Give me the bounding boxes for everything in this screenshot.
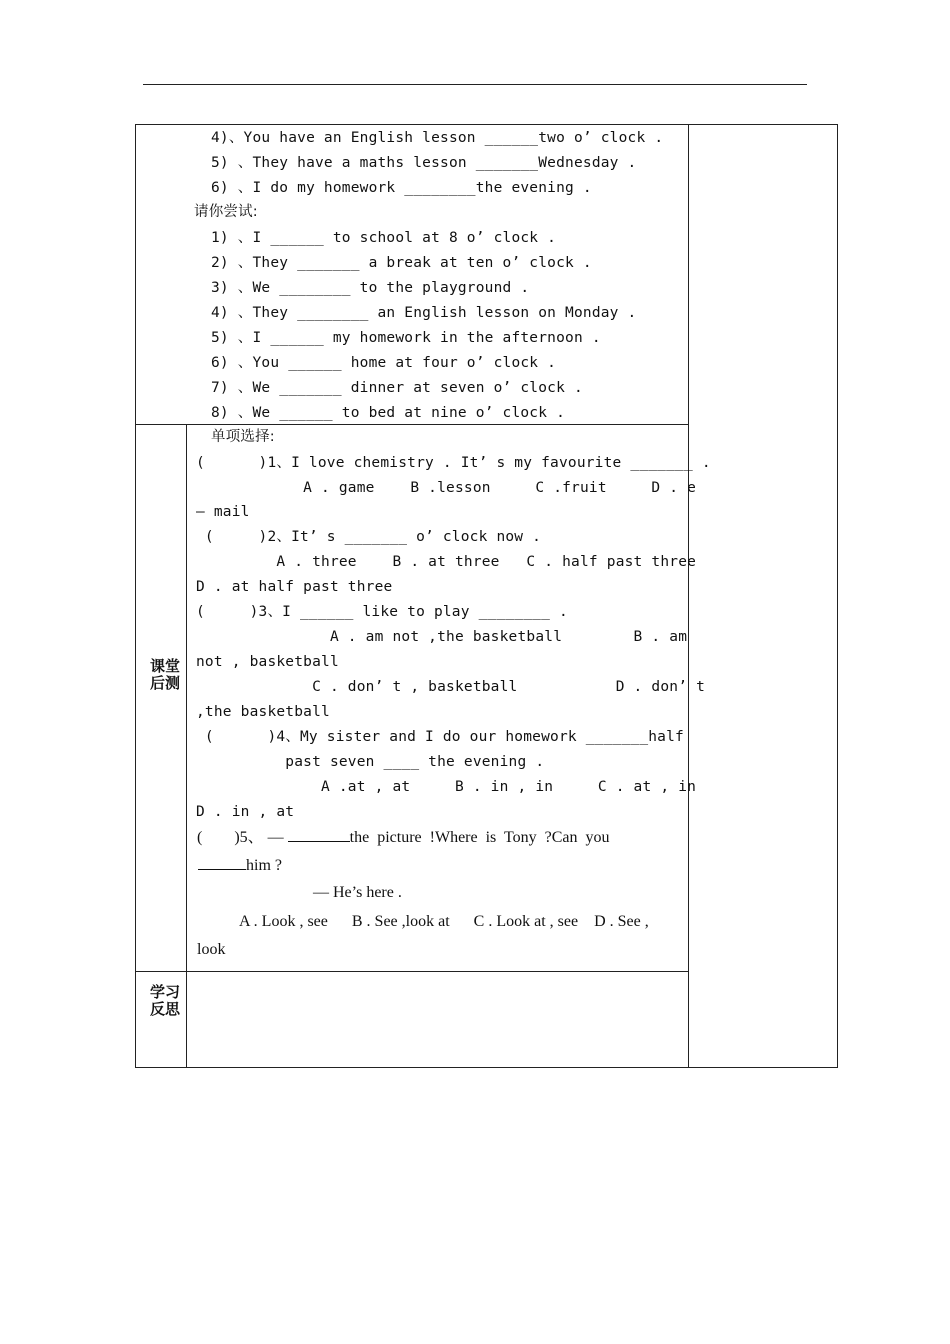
quiz-line: A .at , at B . in , in C . at , in [196, 779, 697, 795]
q5-options: A . Look , see B . See ,look at C . Look at , see D . See , [239, 913, 649, 930]
q5-line-1 [197, 828, 610, 847]
header-rule [143, 84, 807, 85]
practice-line-4: 4)、You have an English lesson ______two o’ clock . [211, 130, 664, 146]
try-line-5: 5) 、I ______ my homework in the afternoon . [211, 330, 601, 346]
notes-column-divider [688, 124, 689, 1068]
quiz-line: D . in , at [196, 804, 295, 820]
q5-line-2 [198, 856, 282, 875]
q5-prefix: ( )5、 — [197, 829, 288, 846]
q5-options-wrap: look [197, 941, 226, 958]
practice-line-6: 6) 、I do my homework ________the evening . [211, 180, 592, 196]
quiz-line: A . game B .lesson C .fruit D . e [196, 480, 697, 496]
quiz-line: A . three B . at three C . half past three [196, 554, 697, 570]
table-border-left [135, 124, 136, 1068]
quiz-line: ( )2、It’ s _______ o’ clock now . [196, 529, 542, 545]
quiz-line: not , basketball [196, 654, 339, 670]
quiz-line: ( )1、I love chemistry . It’ s my favourite _______ . [196, 455, 711, 471]
label-column-divider [186, 424, 187, 1068]
q5-suffix: him ? [246, 857, 282, 874]
quiz-line: past seven ____ the evening . [196, 754, 545, 770]
try-line-3: 3) 、We ________ to the playground . [211, 280, 530, 296]
row-divider-1 [135, 424, 689, 425]
quiz-line: A . am not ,the basketball B . am [196, 629, 688, 645]
try-line-2: 2) 、They _______ a break at ten o’ clock . [211, 255, 592, 271]
quiz-heading: 单项选择: [211, 429, 275, 445]
quiz-line: ,the basketball [196, 704, 330, 720]
try-line-6: 6) 、You ______ home at four o’ clock . [211, 355, 557, 371]
try-line-7: 7) 、We _______ dinner at seven o’ clock . [211, 380, 583, 396]
quiz-line: ( )3、I ______ like to play ________ . [196, 604, 568, 620]
quiz-line: C . don’ t , basketball D . don’ t [196, 679, 705, 695]
table-border-right [837, 124, 838, 1068]
quiz-line: D . at half past three [196, 579, 393, 595]
q5-blank-1 [288, 828, 350, 842]
try-line-1: 1) 、I ______ to school at 8 o’ clock . [211, 230, 557, 246]
side-label-quiz: 课堂后测 [150, 657, 181, 692]
row-divider-2 [135, 971, 689, 972]
q5-blank-2 [198, 856, 246, 870]
quiz-line: — mail [196, 504, 250, 520]
table-border-top [135, 124, 838, 125]
try-heading: 请你尝试: [194, 204, 258, 220]
practice-line-5: 5) 、They have a maths lesson _______Wednesday . [211, 155, 637, 171]
quiz-line: ( )4、My sister and I do our homework _______half [196, 729, 684, 745]
q5-answer: — He’s here . [313, 884, 402, 901]
try-line-8: 8) 、We ______ to bed at nine o’ clock . [211, 405, 566, 421]
side-label-reflection: 学习反思 [150, 983, 181, 1018]
try-line-4: 4) 、They ________ an English lesson on Monday . [211, 305, 637, 321]
table-border-bottom [135, 1067, 838, 1068]
q5-text: the picture !Where is Tony ?Can you [349, 829, 610, 846]
